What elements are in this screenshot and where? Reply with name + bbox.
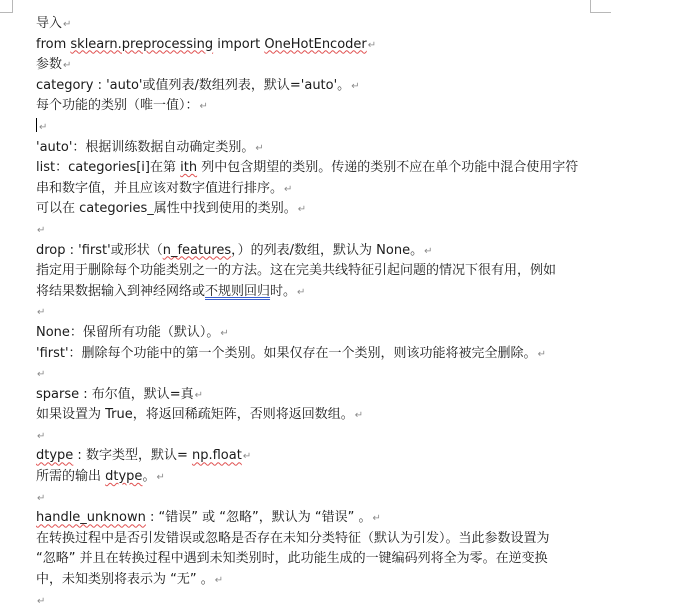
paragraph-mark-icon: ↵ <box>39 121 48 133</box>
line-first-option <box>36 344 636 365</box>
line-empty-cursor <box>36 117 636 138</box>
paragraph-mark-icon: ↵ <box>37 430 46 442</box>
text: 中，未知类别将表示为 “无” 。 <box>36 572 214 588</box>
paragraph-mark-icon: ↵ <box>37 307 46 319</box>
text-cursor <box>36 118 37 132</box>
spellcheck-word[interactable]: sklearn.preprocessing <box>70 36 214 52</box>
text: “忽略” 并且在转换过程中遇到未知类别时，此功能生成的一键编码列将全为零。在逆变换 <box>36 551 548 567</box>
text: ，）的列表/数组，默认为 None。 <box>231 242 424 258</box>
line-import-statement <box>36 35 636 56</box>
line-empty <box>36 426 636 447</box>
paragraph-mark-icon: ↵ <box>367 39 377 51</box>
text: 串和数字值，并且应该对数字值进行排序。 <box>36 180 284 196</box>
paragraph-mark-icon: ↵ <box>37 492 46 504</box>
paragraph-mark-icon: ↵ <box>194 389 204 401</box>
crop-mark-top-right <box>590 0 611 13</box>
line-params-heading <box>36 55 636 76</box>
line-empty <box>36 488 636 509</box>
text: category : 'auto'或值列表/数组列表，默认='auto'。 <box>36 77 351 93</box>
paragraph-mark-icon: ↵ <box>297 204 307 216</box>
document-body[interactable] <box>36 14 636 611</box>
line-dtype-param <box>36 446 636 467</box>
text: 所需的输出 <box>36 469 106 485</box>
text: None：保留所有功能（默认）。 <box>36 324 220 340</box>
paragraph-mark-icon: ↵ <box>37 224 46 236</box>
text: 参数 <box>36 57 63 73</box>
line-empty <box>36 591 636 612</box>
paragraph-mark-icon: ↵ <box>63 60 72 72</box>
grammar-check-phrase[interactable]: 不规则回归 <box>205 283 271 299</box>
paragraph-mark-icon: ↵ <box>156 472 165 484</box>
line-sparse-param <box>36 385 636 406</box>
paragraph-mark-icon: ↵ <box>220 327 229 339</box>
paragraph-mark-icon: ↵ <box>255 142 264 154</box>
text: drop : 'first'或形状（ <box>36 242 163 258</box>
crop-mark-top-left <box>0 0 13 13</box>
text: 'first'：删除每个功能中的第一个类别。如果仅存在一个类别，则该功能将被完全删除。 <box>36 345 537 361</box>
line-drop-param <box>36 241 636 262</box>
paragraph-mark-icon: ↵ <box>354 410 364 422</box>
text: 指定用于删除每个功能类别之一的方法。这在完美共线特征引起问题的情况下很有用，例如 <box>36 263 557 279</box>
line-none-option <box>36 323 636 344</box>
paragraph-mark-icon: ↵ <box>37 595 46 607</box>
line-handle-unknown-desc <box>36 529 636 550</box>
line-category-param <box>36 76 636 97</box>
spellcheck-word[interactable]: n_features <box>162 242 232 258</box>
paragraph-mark-icon: ↵ <box>214 575 224 587</box>
spellcheck-word[interactable]: handle_unknown <box>36 510 146 526</box>
line-drop-desc-cont <box>36 282 636 303</box>
text: import <box>213 36 265 52</box>
text: from <box>36 36 71 52</box>
text: 如果设置为 True，将返回稀疏矩阵，否则将返回数组。 <box>36 407 354 423</box>
text: 每个功能的类别（唯一值）： <box>36 98 199 114</box>
line-handle-unknown-desc-cont <box>36 549 636 570</box>
text: : “错误” 或 “忽略”，默认为 “错误” 。 <box>145 510 372 526</box>
paragraph-mark-icon: ↵ <box>242 451 252 463</box>
line-category-desc <box>36 96 636 117</box>
text: list：categories[i]在第 <box>36 160 181 176</box>
text: 'auto'：根据训练数据自动确定类别。 <box>36 139 255 155</box>
paragraph-mark-icon: ↵ <box>351 80 360 92</box>
line-empty <box>36 302 636 323</box>
text: 列中包含期望的类别。传递的类别不应在单个功能中混合使用字符 <box>197 160 579 176</box>
text: 时。 <box>270 283 297 299</box>
spellcheck-word[interactable]: dtype <box>105 469 143 485</box>
text: 导入 <box>36 16 63 31</box>
paragraph-mark-icon: ↵ <box>424 245 433 257</box>
text: 可以在 categories_属性中找到使用的类别。 <box>36 201 297 217</box>
line-list-option-cont <box>36 179 636 200</box>
line-empty <box>36 220 636 241</box>
spellcheck-word[interactable]: np.float <box>191 448 242 464</box>
line-import-heading <box>36 14 636 35</box>
paragraph-mark-icon: ↵ <box>297 286 306 298</box>
text: 在转换过程中是否引发错误或忽略是否存在未知分类特征（默认为引发）。当此参数设置为 <box>36 530 550 546</box>
line-sparse-desc <box>36 405 636 426</box>
line-list-option <box>36 158 636 179</box>
text: sparse : 布尔值，默认=真 <box>36 386 194 402</box>
paragraph-mark-icon: ↵ <box>199 101 208 113</box>
line-handle-unknown-param <box>36 508 636 529</box>
text: : 数字类型，默认= <box>73 448 192 464</box>
line-drop-desc <box>36 261 636 282</box>
paragraph-mark-icon: ↵ <box>372 513 381 525</box>
line-auto-option <box>36 138 636 159</box>
paragraph-mark-icon: ↵ <box>537 348 546 360</box>
spellcheck-word[interactable]: dtype <box>36 448 74 464</box>
text: 。 <box>142 469 156 485</box>
spellcheck-word[interactable]: ith <box>180 160 198 176</box>
paragraph-mark-icon: ↵ <box>37 369 46 381</box>
paragraph-mark-icon: ↵ <box>63 19 72 30</box>
spellcheck-word[interactable]: OneHotEncoder <box>264 36 367 52</box>
paragraph-mark-icon: ↵ <box>284 183 293 195</box>
line-handle-unknown-desc-end <box>36 570 636 591</box>
line-categories-attr <box>36 199 636 220</box>
line-dtype-desc <box>36 467 636 488</box>
text: 将结果数据输入到神经网络或 <box>36 283 206 299</box>
line-empty <box>36 364 636 385</box>
